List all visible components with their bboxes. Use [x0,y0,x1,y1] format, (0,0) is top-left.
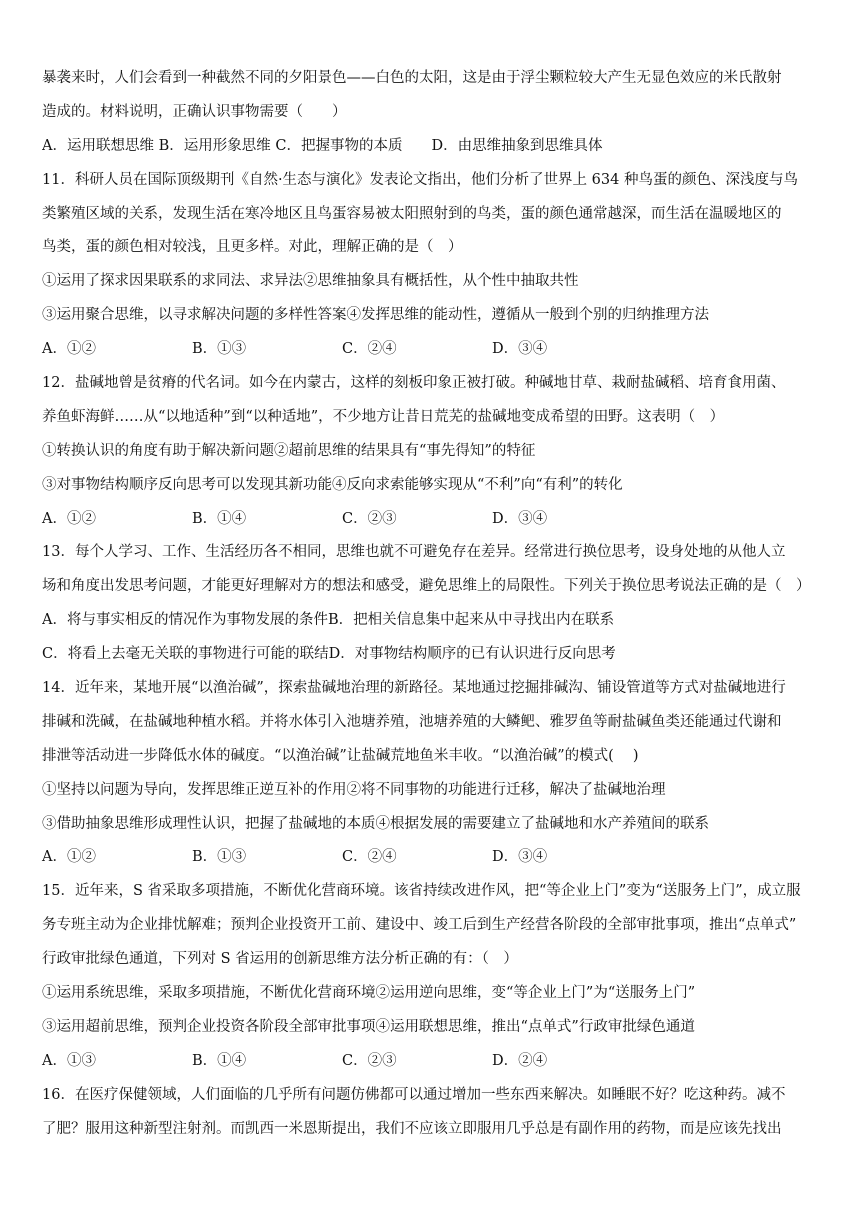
option-c: C．②④ [342,341,397,358]
text-line: 暴袭来时，人们会看到一种截然不同的夕阳景色——白色的太阳，这是由于浮尘颗粒较大产生无显色效应的米氏散射 [42,70,782,86]
option-b: B．①③ [192,849,247,866]
question-stem-line: 养鱼虾海鲜……从“以地适种”到“以种适地”，不少地方让昔日荒芜的盐碱地变成希望的田野。这表明（ ） [42,408,725,425]
question-stem-line: 鸟类，蛋的颜色相对较浅，且更多样。对此，理解正确的是（ ） [42,239,463,256]
question-stem-line: 13．每个人学习、工作、生活经历各不相同，思维也就不可避免存在差异。经常进行换位思考，设身处地的从他人立 [42,544,786,561]
answer-options [42,841,822,875]
statement-line: ①坚持以问题为导向，发挥思维正逆互补的作用②将不同事物的功能进行迁移，解决了盐碱地治理 [42,781,666,798]
option-c: C．②④ [342,849,397,866]
options-line: A．将与事实相反的情况作为事物发展的条件B．把相关信息集中起来从中寻找出内在联系 [42,612,615,629]
question-stem-line: 12．盐碱地曾是贫瘠的代名词。如今在内蒙古，这样的刻板印象正被打破。种碱地甘草、栽耐盐碱稻、培育食用菌、 [42,375,786,392]
question-11 [42,164,822,367]
question-12 [42,367,822,536]
option-a: A．①② [42,341,96,358]
question-stem-line: 场和角度出发思考问题，才能更好理解对方的想法和感受，避免思维上的局限性。下列关于换位思考说法正确的是（ ） [42,578,811,595]
option-a: A．①② [42,849,96,866]
statement-line: ③运用聚合思维，以寻求解决问题的多样性答案④发挥思维的能动性，遵循从一般到个别的归纳推理方法 [42,307,709,324]
option-a: A．①③ [42,1052,96,1069]
question-10-continuation [42,62,822,164]
question-stem-line: 排泄等活动进一步降低水体的碱度。“以渔治碱”让盐碱荒地鱼米丰收。“以渔治碱”的模式( ) [42,747,639,764]
options-line: A．运用联想思维 B．运用形象思维 C．把握事物的本质 D．由思维抽象到思维具体 [42,137,603,154]
answer-options [42,503,822,537]
option-d: D．③④ [492,341,548,358]
statement-line: ③借助抽象思维形成理性认识，把握了盐碱地的本质④根据发展的需要建立了盐碱地和水产养殖间的联系 [42,815,709,832]
statement-line: ①转换认识的角度有助于解决新问题②超前思维的结果具有“事先得知”的特征 [42,442,536,459]
option-b: B．①④ [192,510,247,527]
option-d: D．②④ [492,1052,548,1069]
question-stem-line: 行政审批绿色通道，下列对 S 省运用的创新思维方法分析正确的有：（ ） [42,951,518,968]
option-d: D．③④ [492,849,548,866]
question-stem-line: 务专班主动为企业排忧解难；预判企业投资开工前、建设中、竣工后到生产经营各阶段的全部审批事项，推出“点单式” [42,917,797,934]
exam-page [42,62,822,1147]
question-15 [42,875,822,1078]
question-stem-line: 11．科研人员在国际顶级期刊《自然·生态与演化》发表论文指出，他们分析了世界上 634 种鸟蛋的颜色、深浅度与鸟 [42,171,798,188]
option-c: C．②③ [342,510,397,527]
question-stem-line: 类繁殖区域的关系，发现生活在寒冷地区且鸟蛋容易被太阳照射到的鸟类，蛋的颜色通常越深，而生活在温暖地区的 [42,205,782,222]
statement-line: ①运用了探求因果联系的求同法、求异法②思维抽象具有概括性，从个性中抽取共性 [42,273,579,290]
option-c: C．②③ [342,1052,397,1069]
statement-line: ①运用系统思维，采取多项措施，不断优化营商环境②运用逆向思维，变“等企业上门”为“送服务上门” [42,985,696,1002]
question-stem-line: 16．在医疗保健领域，人们面临的几乎所有问题仿佛都可以通过增加一些东西来解决。如睡眠不好？吃这种药。减不 [42,1086,786,1103]
question-stem-line: 14．近年来，某地开展“以渔治碱”，探索盐碱地治理的新路径。某地通过挖掘排碱沟、铺设管道等方式对盐碱地进行 [42,680,786,697]
question-stem-line: 15．近年来，S 省采取多项措施，不断优化营商环境。该省持续改进作风，把“等企业上门”变为“送服务上门”，成立服 [42,883,801,900]
question-14 [42,672,822,875]
question-stem-line: 排碱和洗碱，在盐碱地种植水稻。并将水体引入池塘养殖，池塘养殖的大鳞鲃、雅罗鱼等耐盐碱鱼类还能通过代谢和 [42,713,782,730]
question-stem-line: 了肥？服用这种新型注射剂。而凯西一米恩斯提出，我们不应该立即服用几乎总是有副作用的药物，而是应该先找出 [42,1120,782,1137]
options-line: C．将看上去毫无关联的事物进行可能的联结D．对事物结构顺序的已有认识进行反向思考 [42,646,616,663]
question-13 [42,536,822,672]
option-a: A．①② [42,510,96,527]
option-d: D．③④ [492,510,548,527]
option-b: B．①④ [192,1052,247,1069]
question-16 [42,1079,822,1147]
statement-line: ③对事物结构顺序反向思考可以发现其新功能④反向求索能够实现从“不利”向“有利”的转化 [42,476,623,493]
text-line: 造成的。材料说明，正确认识事物需要（ ） [42,103,347,120]
option-b: B．①③ [192,341,247,358]
answer-options [42,333,822,367]
answer-options [42,1045,822,1079]
statement-line: ③运用超前思维，预判企业投资各阶段全部审批事项④运用联想思维，推出“点单式”行政审批绿色通道 [42,1018,695,1035]
